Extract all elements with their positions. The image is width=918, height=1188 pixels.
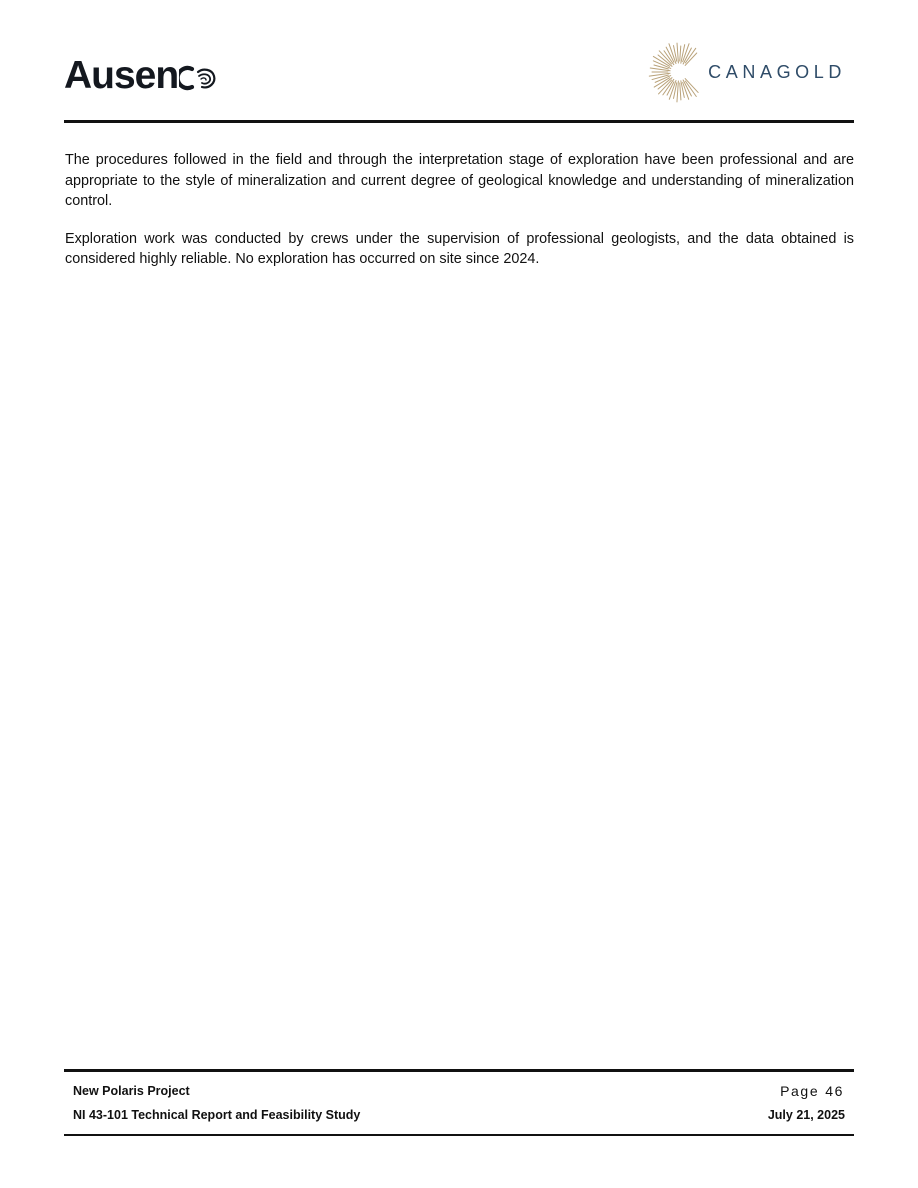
footer-page-indicator [780, 1083, 844, 1099]
paragraph-procedures: The procedures followed in the field and through the interpretation stage of exploration have been professional and are appropriate to the style of mineralization and current degree of geological knowledge and understanding of mineralization control. [65, 152, 854, 209]
body-content [65, 150, 854, 287]
header-divider [64, 120, 854, 123]
ausenco-wordmark: Ausen [64, 54, 179, 97]
paragraph-exploration-work: Exploration work was conducted by crews under the supervision of professional geologists, and the data obtained is considered highly reliable. No exploration has occurred on site since 2024. [65, 230, 854, 267]
page-header [64, 36, 854, 122]
sunburst-ray [680, 46, 681, 61]
sunburst-ray [677, 43, 678, 63]
footer-project-name: New Polaris Project [73, 1084, 190, 1098]
canagold-logo [645, 39, 846, 105]
footer-divider-bottom [64, 1134, 854, 1136]
sunburst-icon [645, 39, 707, 105]
footer-divider-top [64, 1069, 854, 1072]
page-number: 46 [825, 1083, 844, 1099]
footer-date: July 21, 2025 [767, 1108, 845, 1122]
canagold-wordmark: CANAGOLD [708, 61, 846, 82]
sunburst-ray [677, 81, 678, 102]
ausenco-logo [64, 56, 217, 96]
ausenco-swirl-icon [179, 63, 217, 93]
page-label: Page [780, 1083, 820, 1099]
footer-report-title: NI 43-101 Technical Report and Feasibility Study [73, 1108, 361, 1122]
sunburst-ray [680, 83, 681, 100]
